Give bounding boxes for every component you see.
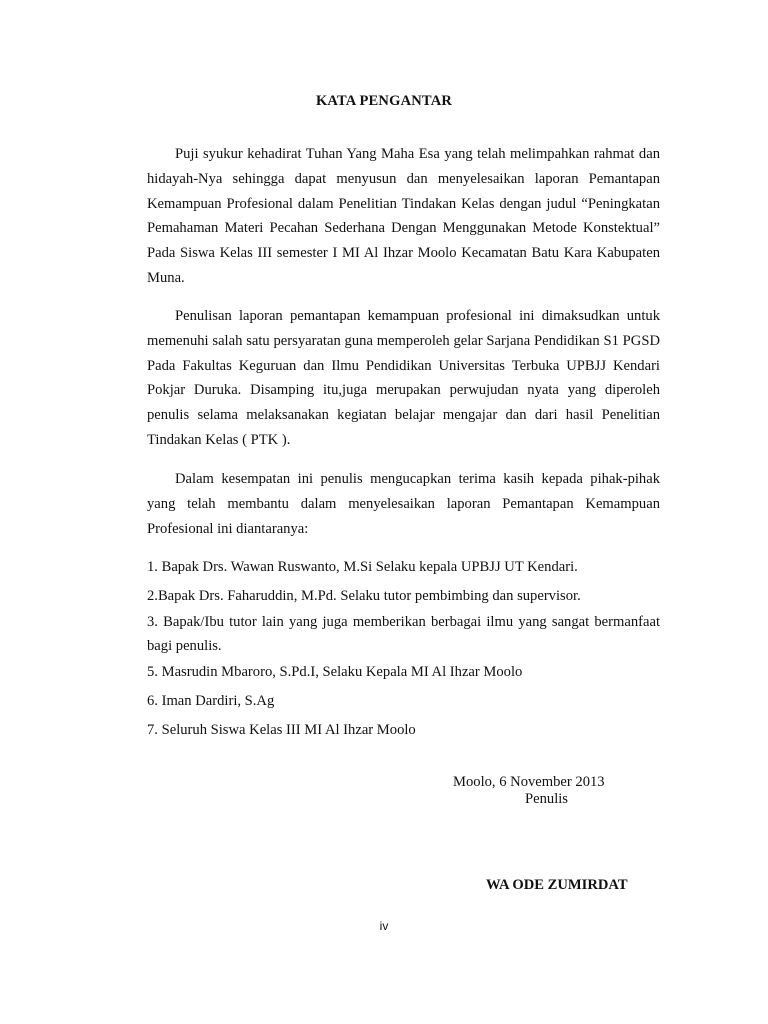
list-item: 7. Seluruh Siswa Kelas III MI Al Ihzar Moolo: [147, 722, 416, 738]
paragraph-purpose: Penulisan laporan pemantapan kemampuan profesional ini dimaksudkan untuk memenuhi salah satu persyaratan guna memperoleh gelar Sarjana Pendidikan S1 PGSD Pada Fakultas Keguruan dan Ilmu Pendidikan Universitas Terbuka UPBJJ Kendari Pokjar Duruka. Disamping itu,juga merupakan perwujudan nyata yang diperoleh penulis selama melaksanakan kegiatan belajar mengajar dan dari hasil Penelitian Tindakan Kelas ( PTK ).: [147, 308, 660, 448]
list-item: 2.Bapak Drs. Faharuddin, M.Pd. Selaku tutor pembimbing dan supervisor.: [147, 588, 581, 604]
page-number: iv: [379, 919, 389, 933]
page-title: KATA PENGANTAR: [315, 93, 453, 109]
paragraph-gratitude: Puji syukur kehadirat Tuhan Yang Maha Esa yang telah melimpahkan rahmat dan hidayah-Nya sehingga dapat menyusun dan menyelesaikan laporan Pemantapan Kemampuan Profesional dalam Penelitian Tindakan Kelas dengan judul “Peningkatan Pemahaman Materi Pecahan Sederhana Dengan Menggunakan Metode Konstektual” Pada Siswa Kelas III semester I MI Al Ihzar Moolo Kecamatan Batu Kara Kabupaten Muna.: [147, 146, 660, 286]
paragraph-thanks-intro: Dalam kesempatan ini penulis mengucapkan terima kasih kepada pihak-pihak yang telah membantu dalam menyelesaikan laporan Pemantapan Kemampuan Profesional ini diantaranya:: [147, 471, 660, 537]
list-item: 6. Iman Dardiri, S.Ag: [147, 693, 275, 709]
list-item: 5. Masrudin Mbaroro, S.Pd.I, Selaku Kepala MI Al Ihzar Moolo: [147, 664, 523, 680]
signature-role: Penulis: [525, 791, 568, 807]
signature-place-date: Moolo, 6 November 2013: [453, 774, 605, 790]
signature-name: WA ODE ZUMIRDAT: [486, 877, 628, 893]
list-item: 3. Bapak/Ibu tutor lain yang juga memberikan berbagai ilmu yang sangat bermanfaat bagi penulis.: [147, 614, 660, 654]
list-item: 1. Bapak Drs. Wawan Ruswanto, M.Si Selaku kepala UPBJJ UT Kendari.: [147, 559, 578, 575]
